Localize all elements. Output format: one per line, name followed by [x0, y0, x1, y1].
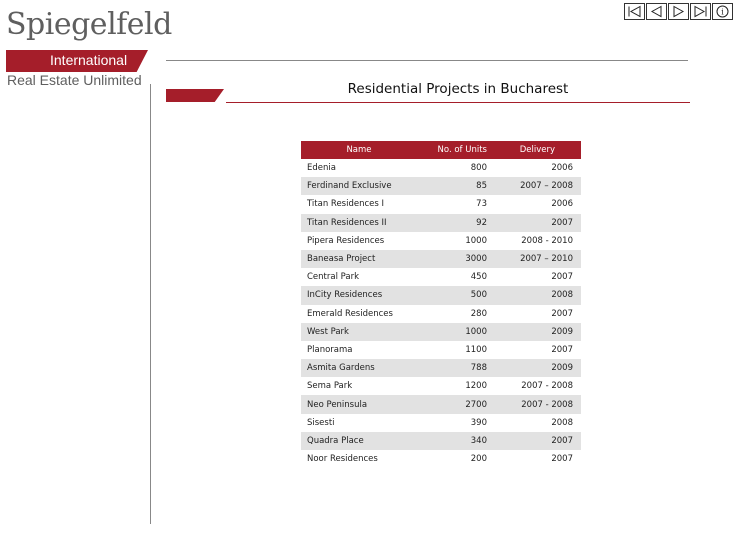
cell-units: 200 — [470, 454, 487, 465]
table-row — [301, 286, 581, 304]
cell-name: Quadra Place — [307, 435, 364, 446]
cell-name: Planorama — [307, 344, 353, 355]
info-button[interactable] — [712, 3, 733, 20]
table-header — [301, 141, 581, 159]
next-slide-icon — [671, 6, 686, 17]
cell-delivery: 2006 — [551, 163, 573, 174]
cell-delivery: 2007 – 2010 — [520, 254, 573, 265]
logo-tagline: Real Estate Unlimited — [7, 72, 142, 88]
cell-name: Central Park — [307, 272, 360, 283]
last-slide-icon — [693, 6, 708, 17]
cell-delivery: 2007 — [551, 435, 573, 446]
cell-units: 340 — [470, 435, 487, 446]
cell-name: Ferdinand Exclusive — [307, 181, 392, 192]
cell-units: 85 — [476, 181, 487, 192]
cell-units: 800 — [470, 163, 487, 174]
next-slide-button[interactable] — [668, 3, 689, 20]
last-slide-button[interactable] — [690, 3, 711, 20]
cell-delivery: 2007 — [551, 272, 573, 283]
cell-name: Noor Residences — [307, 454, 378, 465]
table-row — [301, 395, 581, 413]
company-logo — [6, 7, 172, 88]
logo-wordmark: Spiegelfeld — [6, 7, 172, 42]
cell-units: 3000 — [465, 254, 487, 265]
table-row — [301, 232, 581, 250]
page-title: Residential Projects in Bucharest — [347, 81, 569, 97]
table-row — [301, 195, 581, 213]
table-row — [301, 177, 581, 195]
cell-name: Neo Peninsula — [307, 399, 368, 410]
cell-units: 390 — [470, 417, 487, 428]
table-row — [301, 159, 581, 177]
previous-slide-icon — [649, 6, 664, 17]
header-name: Name — [346, 145, 372, 155]
cell-units: 1000 — [465, 235, 487, 246]
table-row — [301, 250, 581, 268]
first-slide-button[interactable] — [624, 3, 645, 20]
table-row — [301, 305, 581, 323]
cell-units: 1000 — [465, 326, 487, 337]
cell-name: Baneasa Project — [307, 254, 376, 265]
cell-units: 450 — [470, 272, 487, 283]
cell-units: 73 — [476, 199, 487, 210]
cell-name: Sema Park — [307, 381, 353, 392]
projects-table — [301, 141, 581, 468]
info-icon — [715, 5, 730, 18]
header-divider — [166, 60, 688, 61]
logo-band-text: International — [50, 52, 128, 68]
cell-delivery: 2009 — [551, 326, 573, 337]
cell-delivery: 2007 — [551, 344, 573, 355]
cell-units: 1100 — [465, 344, 487, 355]
first-slide-icon — [627, 6, 642, 17]
table-row — [301, 359, 581, 377]
table-row — [301, 323, 581, 341]
cell-delivery: 2008 — [551, 417, 573, 428]
cell-units: 500 — [470, 290, 487, 301]
cell-units: 280 — [470, 308, 487, 319]
cell-name: Titan Residences I — [307, 199, 385, 210]
title-underline — [226, 102, 690, 103]
cell-name: Asmita Gardens — [307, 363, 375, 374]
table-row — [301, 214, 581, 232]
table-row — [301, 341, 581, 359]
cell-delivery: 2007 - 2008 — [521, 399, 573, 410]
previous-slide-button[interactable] — [646, 3, 667, 20]
cell-units: 1200 — [465, 381, 487, 392]
cell-delivery: 2008 - 2010 — [521, 235, 573, 246]
cell-name: Edenia — [307, 163, 336, 174]
left-vertical-divider — [150, 84, 151, 524]
cell-name: Titan Residences II — [307, 217, 387, 228]
table-row — [301, 268, 581, 286]
table-row — [301, 377, 581, 395]
cell-delivery: 2007 — [551, 217, 573, 228]
cell-units: 2700 — [465, 399, 487, 410]
table-row — [301, 414, 581, 432]
cell-delivery: 2009 — [551, 363, 573, 374]
svg-text:i: i — [721, 7, 724, 17]
cell-delivery: 2008 — [551, 290, 573, 301]
title-accent-tab — [166, 89, 224, 102]
cell-name: West Park — [307, 326, 349, 337]
cell-delivery: 2006 — [551, 199, 573, 210]
cell-delivery: 2007 — [551, 454, 573, 465]
cell-name: Sisesti — [307, 417, 335, 428]
cell-delivery: 2007 – 2008 — [520, 181, 573, 192]
cell-delivery: 2007 - 2008 — [521, 381, 573, 392]
cell-name: InCity Residences — [307, 290, 383, 301]
slide-navigation — [624, 3, 733, 20]
table-body — [301, 159, 581, 468]
cell-delivery: 2007 — [551, 308, 573, 319]
cell-units: 92 — [476, 217, 487, 228]
cell-units: 788 — [470, 363, 487, 374]
table-row — [301, 450, 581, 468]
cell-name: Pipera Residences — [307, 235, 385, 246]
cell-name: Emerald Residences — [307, 308, 393, 319]
header-delivery: Delivery — [519, 145, 555, 155]
table-row — [301, 432, 581, 450]
header-units: No. of Units — [437, 145, 487, 155]
